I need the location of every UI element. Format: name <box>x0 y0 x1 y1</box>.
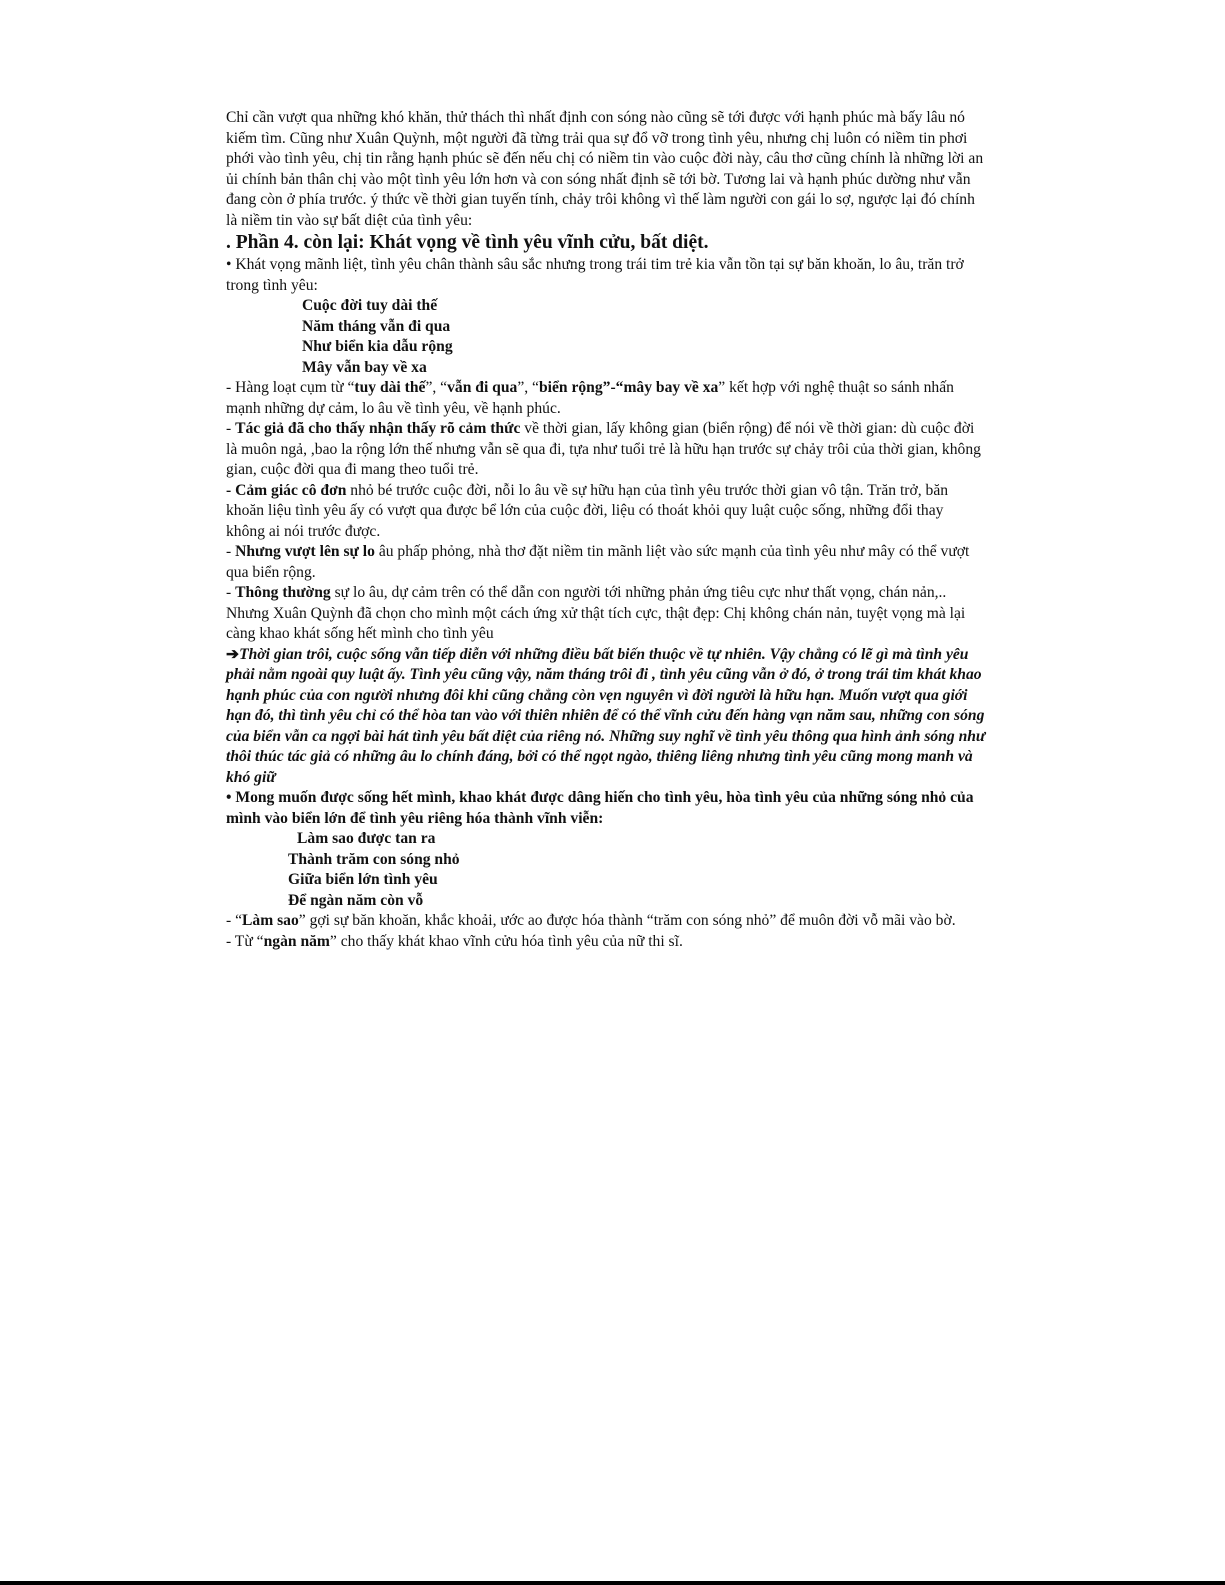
intro-paragraph: Chỉ cần vượt qua những khó khăn, thử thách thì nhất định con sóng nào cũng sẽ tới được với hạnh phúc mà bấy lâu nó kiếm tìm. Cũng như Xuân Quỳnh, một người đã từng trải qua sự đổ vỡ trong tình yêu, nhưng chị luôn có niềm tin phơi phới vào tình yêu, chị tin rằng hạnh phúc sẽ đến nếu chị có niềm tin vào cuộc đời này, câu thơ cũng chính là những lời an ủi chính bản thân chị vào một tình yêu lớn hơn và con sóng nhất định sẽ tới bờ. Tương lai và hạnh phúc dường như vẫn đang còn ở phía trước. ý thức về thời gian tuyến tính, chảy trôi không vì thế làm người con gái lo sợ, ngược lại đó chính là niềm tin vào sự bất diệt của tình yêu: <box>226 109 984 229</box>
arrow-icon: ➔ <box>226 645 240 663</box>
poem-line: Giữa biển lớn tình yêu <box>288 871 438 888</box>
section-heading: . Phần 4. còn lại: Khát vọng về tình yêu vĩnh cửu, bất diệt. <box>226 232 709 253</box>
bold-phrase: biển rộng”-“mây bay về xa <box>538 379 719 396</box>
poem-line: Như biển kia dẫu rộng <box>302 338 453 355</box>
bold-phrase: Tác giả đã cho thấy nhận thấy rõ cảm thức <box>235 420 521 437</box>
bold-phrase: tuy dài thế <box>354 379 426 396</box>
poem-line: Thành trăm con sóng nhỏ <box>288 850 460 868</box>
paragraph-lam-sao: - “Làm sao” gợi sự băn khoăn, khắc khoải, ước ao được hóa thành “trăm con sóng nhỏ” để muôn đời vỗ mãi vào bờ. <box>226 912 956 929</box>
bold-phrase: - Cảm giác cô đơn <box>226 481 347 499</box>
paragraph-ngan-nam: - Từ “ngàn năm” cho thấy khát khao vĩnh cửu hóa tình yêu của nữ thi sĩ. <box>226 932 683 950</box>
bold-phrase: Nhưng vượt lên sự lo <box>235 543 375 560</box>
poem-stanza-1 <box>226 296 986 378</box>
poem-line: Làm sao được tan ra <box>297 830 436 847</box>
bold-phrase: Làm sao <box>242 912 299 929</box>
paragraph-loneliness: - Cảm giác cô đơn nhỏ bé trước cuộc đời, nỗi lo âu về sự hữu hạn của tình yêu trước thời gian vô tận. Trăn trở, băn khoăn liệu tình yêu ấy có vượt qua được bể lớn của cuộc đời, liệu có thoát khỏi quy luật cuộc sống, những đổi thay không ai nói trước được. <box>226 481 949 540</box>
page-bottom-border <box>0 1581 1225 1585</box>
bullet-paragraph-anxiety: • Khát vọng mãnh liệt, tình yêu chân thành sâu sắc nhưng trong trái tim trẻ kia vẫn tồn tại sự băn khoăn, lo âu, trăn trở trong tình yêu: <box>226 256 964 294</box>
document-page <box>226 108 986 952</box>
poem-line: Năm tháng vẫn đi qua <box>302 317 451 335</box>
bold-phrase: ngàn năm <box>263 932 330 950</box>
conclusion-paragraph: ➔Thời gian trôi, cuộc sống vẫn tiếp diễn với những điều bất biến thuộc về tự nhiên. Vậy chẳng có lẽ gì mà tình yêu phải nằm ngoài quy luật ấy. Tình yêu cũng vậy, năm tháng trôi đi , tình yêu cũng vẫn ở đó, ở trong trái tim khát khao hạnh phúc của con người nhưng đôi khi cũng chẳng còn vẹn nguyên vì đời người là hữu hạn. Muốn vượt qua giới hạn đó, thì tình yêu chỉ có thể hòa tan vào với thiên nhiên để có thể vĩnh cửu đến hàng vạn năm sau, những con sóng của biển vẫn ca ngợi bài hát tình yêu bất diệt của riêng nó. Những suy nghĩ về tình yêu thông qua hình ảnh sóng như thôi thúc tác giả có những âu lo chính đáng, bởi có thể ngọt ngào, thiêng liêng nhưng tình yêu cũng mong manh và khó giữ <box>226 645 986 786</box>
bold-phrase: vẫn đi qua <box>447 379 518 396</box>
poem-line: Để ngàn năm còn vỗ <box>288 891 424 909</box>
poem-line: Mây vẫn bay về xa <box>302 358 427 376</box>
paragraph-usually: - Thông thường sự lo âu, dự cảm trên có thể dẫn con người tới những phản ứng tiêu cực như thất vọng, chán nản,.. Nhưng Xuân Quỳnh đã chọn cho mình một cách ứng xử thật tích cực, thật đẹp: Chị không chán nản, tuyệt vọng mà lại càng khao khát sống hết mình cho tình yêu <box>226 584 966 642</box>
bold-phrase: Thông thường <box>235 584 331 601</box>
poem-line: Cuộc đời tuy dài thế <box>302 297 438 314</box>
paragraph-overcome: - Nhưng vượt lên sự lo âu phấp phỏng, nhà thơ đặt niềm tin mãnh liệt vào sức mạnh của tình yêu như mây có thể vượt qua biển rộng. <box>226 543 970 581</box>
poem-stanza-2 <box>226 829 986 911</box>
bullet-paragraph-devotion: • Mong muốn được sống hết mình, khao khát được dâng hiến cho tình yêu, hòa tình yêu của những sóng nhỏ của mình vào biển lớn để tình yêu riêng hóa thành vĩnh viễn: <box>226 789 974 827</box>
paragraph-time-perception: - Tác giả đã cho thấy nhận thấy rõ cảm thức về thời gian, lấy không gian (biển rộng) để nói về thời gian: dù cuộc đời là muôn ngả, ,bao la rộng lớn thế nhưng vẫn sẽ qua đi, tựa như tuổi trẻ là hữu hạn trước sự chảy trôi của thời gian, không gian, cuộc đời qua đi mang theo tuổi trẻ. <box>226 420 981 478</box>
paragraph-phrases: - Hàng loạt cụm từ “tuy dài thế”, “vẫn đi qua”, “biển rộng”-“mây bay về xa” kết hợp với nghệ thuật so sánh nhấn mạnh những dự cảm, lo âu về tình yêu, về hạnh phúc. <box>226 379 954 417</box>
